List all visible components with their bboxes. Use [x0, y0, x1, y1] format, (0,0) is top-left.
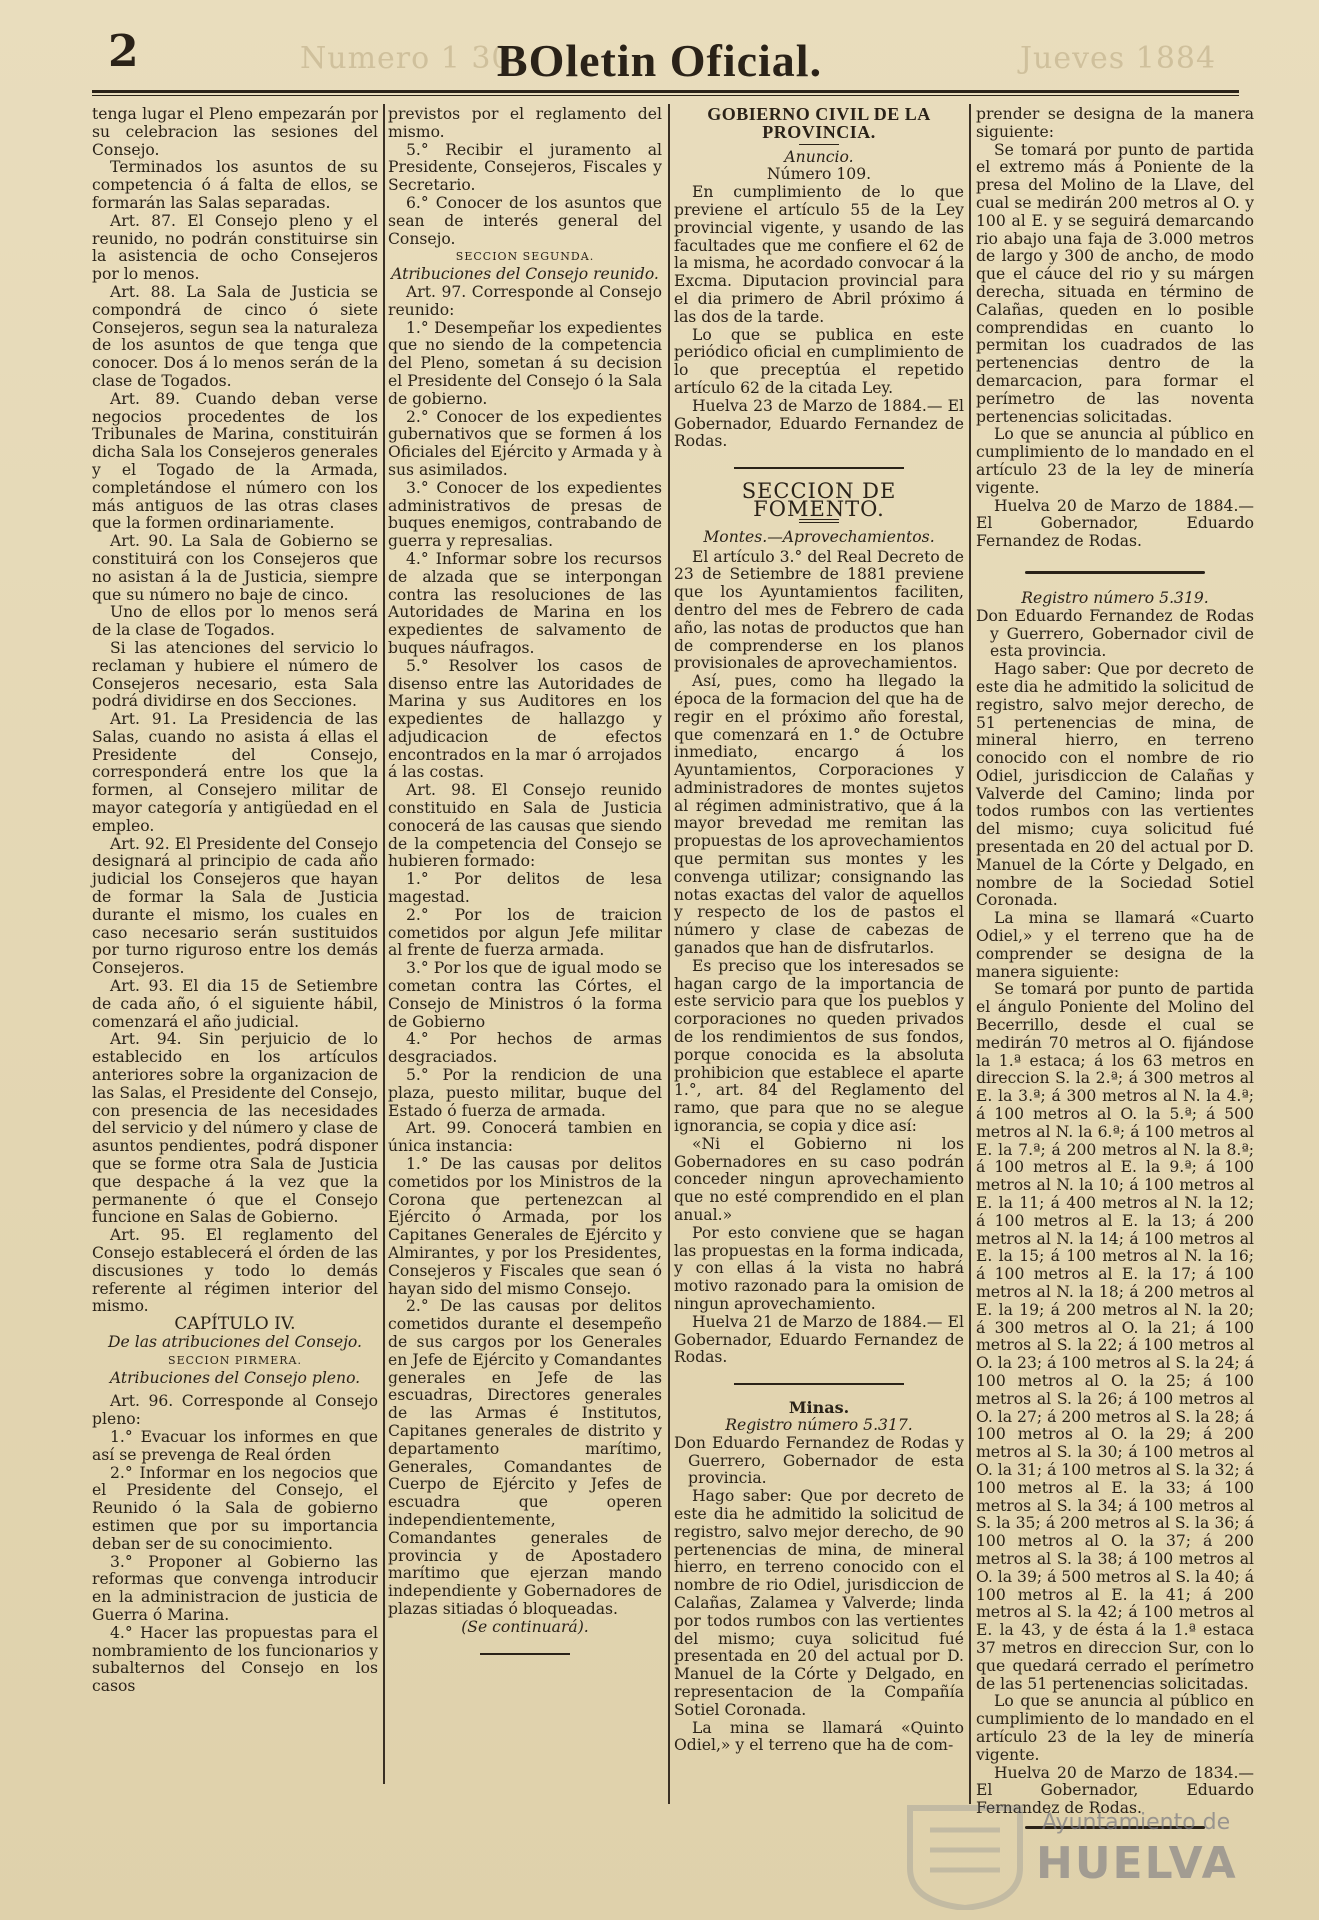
- list-item: 3.° Proponer al Gobierno las reformas que convenga introducir en la administracion de justicia de Guerra ó Marina.: [92, 1552, 378, 1624]
- paragraph: Lo que se anuncia al público en cumplimiento de lo mandado en el artículo 23 de la ley de minería vigente.: [976, 425, 1254, 497]
- list-item: 1.° Evacuar los informes en que así se prevenga de Real órden: [92, 1427, 378, 1464]
- bleed-through-text-left: Numero 1 30: [300, 41, 512, 76]
- paragraph: Así, pues, como ha llegado la época de la formacion del que ha de regir en el próximo año forestal, que comenzará en 1.° de Octubre inmediato, encargo á los Ayuntamientos, Corporaciones y administradores de montes sujetos al régimen administrativo, que á la mayor brevedad me remitan las propuestas de los aprovechamientos que permitan sus montes y les convenga utilizar; consignando las notas exactas del valor de aquellos y respecto de los de pastos el número y clase de cabezas de ganados que han de disfrutarlos.: [674, 672, 964, 958]
- watermark-line-2: HUELVA: [1036, 1838, 1238, 1889]
- header-rule-thin: [92, 95, 1239, 96]
- subsection-heading: Montes.—Aprovechamientos.: [703, 527, 935, 546]
- article-90: Art. 90. La Sala de Gobierno se constituirá con los Consejeros que no asistan á la de Justicia, siempre que su número no baje de cinco.: [92, 532, 378, 604]
- paragraph: previstos por el reglamento del mismo.: [388, 105, 662, 141]
- list-item: 6.° Conocer de los asuntos que sean de interés general del Consejo.: [388, 193, 662, 248]
- paragraph: Lo que se publica en este periódico oficial en cumplimiento de lo que preceptúa el repetido artículo 62 de la citada Ley.: [674, 325, 964, 397]
- paragraph: Hago saber: Que por decreto de este dia he admitido la solicitud de registro, salvo mejor derecho, de 51 pertenencias de mina, de mineral hierro, en terreno conocido con el nombre de rio Odiel, jurisdiccion de Calañas y Valverde del Camino; linda por todos rumbos con las vertientes del mismo; cuya solicitud fué presentada en 20 del actual por D. Manuel de la Córte y Delgado, en nombre de la Sociedad Sotiel Coronada.: [976, 660, 1254, 910]
- separator-rule: [799, 144, 839, 145]
- list-item: 1.° Desempeñar los expedientes que no siendo de la competencia del Pleno, sometan á su decision el Presidente del Consejo ó la Sala de gobierno.: [388, 318, 662, 408]
- column-3: [674, 106, 964, 1755]
- paragraph: Se tomará por punto de partida el ángulo Poniente del Molino del Becerrillo, desde el cual se medirán 70 metros al O. fijándose la 1.ª estaca; á los 63 metros en direccion S. la 2.ª; á 300 metros al E. la 3.ª; á 300 metros al N. la 4.ª; á 100 metros al O. la 5.ª; á 500 metros al N. la 6.ª; á 100 metros al E. la 7.ª; á 200 metros al N. la 8.ª; á 100 metros al E. la 9.ª; á 100 metros al N. la 10; á 100 metros al E. la 11; á 400 metros al N. la 12; á 100 metros al E. la 13; á 200 metros al N. la 14; á 100 metros al E. la 15; á 100 metros al N. la 16; á 100 metros al E. la 17; á 100 metros al N. la 18; á 200 metros al E. la 19; á 200 metros al N. la 20; á 300 metros al O. la 21; á 100 metros al S. la 22; á 100 metros al O. la 23; á 100 metros al S. la 24; á 100 metros al O. la 25; á 100 metros al S. la 26; á 100 metros al O. la 27; á 200 metros al S. la 28; á 100 metros al O. la 29; á 200 metros al S. la 30; á 100 metros al O. la 31; á 100 metros al S. la 32; á 100 metros al E. la 33; á 100 metros al S. la 34; á 100 metros al S. la 35; á 200 metros al S. la 36; á 100 metros al O. la 37; á 200 metros al S. la 38; á 100 metros al O. la 39; á 500 metros al S. la 40; á 100 metros al E. la 41; á 200 metros al S. la 42; á 100 metros al E. la 43, y de ésta á la 1.ª estaca 37 metros en direccion Sur, con lo que quedará cerrado el perímetro de las 51 pertenencias solicitadas.: [976, 980, 1255, 1693]
- paragraph: Lo que se anuncia al público en cumplimiento de lo mandado en el artículo 23 de la ley de minería vigente.: [976, 1692, 1254, 1764]
- article-91: Art. 91. La Presidencia de las Salas, cuando no asista á ellas el Presidente del Consejo, corresponderá entre los que la formen, al Consejero militar de mayor categoría y antigüedad en el empleo.: [92, 710, 378, 835]
- list-item: 3.° Por los que de igual modo se cometan contra las Córtes, el Consejo de Ministros ó la forma de Gobierno: [388, 959, 662, 1031]
- column-1: [92, 106, 378, 1696]
- signature: Huelva 20 de Marzo de 1834.— El Gobernador, Eduardo Fernandez de Rodas.: [976, 1763, 1254, 1818]
- notice-label: Anuncio.: [784, 147, 854, 166]
- section-subheading: Atribuciones del Consejo pleno.: [109, 1368, 361, 1387]
- list-item: 2.° Conocer de los expedientes gubernativos que se formen á los Oficiales del Ejército y Armada y à sus asimilados.: [388, 407, 662, 479]
- list-item: 3.° Conocer de los expedientes administrativos de presas de buques enemigos, contrabando de guerra y represalias.: [388, 478, 662, 551]
- article-94: Art. 94. Sin perjuicio de lo establecido en los artículos anteriores sobre la organizacion de las Salas, el Presidente del Consejo, con presencia de las necesidades del servicio y del número y clase de asuntos pendientes, podrá disponer que se forme otra Sala de Justicia que despache á la vez que la permanente ó que el Consejo funcione en Salas de Gobierno.: [92, 1030, 378, 1227]
- separator-rule: [480, 1653, 570, 1655]
- list-item: 2.° De las causas por delitos cometidos durante el desempeño de sus cargos por los Generales en Jefe de Ejército y Comandantes generales en Jefe de las escuadras, Directores generales de las Armas é Institutos, Capitanes generales de distrito y departamento marítimo, Generales, Comandantes de Cuerpo de Ejército y Jefes de escuadra que operen independientemente, Comandantes generales de provincia y de Apostadero marítimo que ejerzan mando independiente y Gobernadores de plazas sitiadas ó bloqueadas.: [388, 1297, 662, 1618]
- list-item: 4.° Por hechos de armas desgraciados.: [388, 1030, 662, 1067]
- list-item: 4.° Hacer las propuestas para el nombramiento de los funcionarios y subalternos del Consejo en los casos: [92, 1623, 378, 1696]
- paragraph: En cumplimiento de lo que previene el artículo 55 de la Ley provincial vigente, y usando de las facultades que me confiere el 62 de la misma, he acordado convocar á la Excma. Diputacion provincial para el dia primero de Abril próximo á las dos de la tarde.: [674, 183, 964, 326]
- watermark-line-1: Ayuntamiento de: [1042, 1810, 1231, 1835]
- quotation: «Ni el Gobierno ni los Gobernadores en su caso podrán conceder ningun aprovechamiento que no esté comprendido en el plan anual.»: [674, 1134, 964, 1225]
- article-88: Art. 88. La Sala de Justicia se compondrá de cinco ó siete Consejeros, segun sea la naturaleza de los asuntos de que tenga que conocer. Dos á lo menos serán de la clase de Togados.: [92, 282, 378, 390]
- registry-number: Registro número 5.317.: [725, 1415, 913, 1434]
- list-item: 5.° Resolver los casos de disenso entre las Autoridades de Marina y sus Auditores en los expedientes de hallazgo y adjudicacion de efectos encontrados en la mar ó arrojados á las costas.: [388, 656, 662, 782]
- article-89: Art. 89. Cuando deban verse negocios procedentes de los Tribunales de Marina, constituirán dicha Sala los Consejeros generales y el Togado de la Armada, completándose el número con los más antiguos de las otras clases que la formen ordinariamente.: [92, 389, 378, 533]
- article-87: Art. 87. El Consejo pleno y el reunido, no podrán constituirse sin la asistencia de ocho Consejeros por lo menos.: [92, 211, 378, 284]
- separator-rule: [734, 467, 904, 469]
- paragraph: Por esto conviene que se hagan las propuestas en la forma indicada, y con ellas á la vista no habrá motivo razonado para la omision de ningun aprovechamiento.: [674, 1223, 964, 1313]
- paragraph: Uno de ellos por lo menos será de la clase de Togados.: [92, 603, 378, 640]
- list-item: 4.° Informar sobre los recursos de alzada que se interpongan contra las resoluciones de las Autoridades de Marina en los expedientes de salvamento de buques náufragos.: [388, 549, 662, 657]
- list-item: 5.° Por la rendicion de una plaza, puesto militar, buque del Estado ó fuerza de armada.: [388, 1066, 662, 1120]
- section-heading: SECCION PIRMERA.: [168, 1353, 302, 1367]
- masthead: [0, 0, 1319, 96]
- list-item: 5.° Recibir el juramento al Presidente, Consejeros, Fiscales y Secretario.: [388, 140, 662, 195]
- registry-number: Registro número 5.319.: [1021, 588, 1209, 607]
- paragraph: prender se designa de la manera siguiente:: [976, 105, 1254, 141]
- separator-rule: [734, 1383, 904, 1385]
- separator-rule: [1025, 571, 1205, 574]
- list-item: 2.° Por los de traicion cometidos por algun Jefe militar al frente de fuerza armada.: [388, 905, 662, 960]
- paragraph: Hago saber: Que por decreto de este dia he admitido la solicitud de registro, salvo mejor derecho, de 90 pertenencias de mina, de mineral hierro, en terreno conocido con el nombre de rio Odiel, jurisdiccion de Calañas, Zalamea y Valverde; linda por todos rumbos con las vertientes del mismo; cuya solicitud fué presentada en 20 del actual por D. Manuel de la Córte y Delgado, en representacion de la Compañía Sotiel Coronada.: [674, 1487, 964, 1719]
- section-heading: SECCION DE FOMENTO.: [741, 479, 897, 521]
- chapter-heading: CAPÍTULO IV.: [174, 1314, 296, 1335]
- article-92: Art. 92. El Presidente del Consejo designará al principio de cada año judicial los Consejeros que hayan de formar la Sala de Justicia durante el mismo, los cuales en caso necesario serán sustituidos por turno riguroso entre los demás Consejeros.: [92, 834, 378, 978]
- section-subheading: Atribuciones del Consejo reunido.: [391, 265, 659, 284]
- paragraph: Terminados los asuntos de su competencia ó á falta de ellos, se formarán las Salas separadas.: [92, 158, 378, 212]
- section-heading: SECCION SEGUNDA.: [455, 250, 595, 264]
- signature: Huelva 21 de Marzo de 1884.— El Gobernador, Eduardo Fernandez de Rodas.: [674, 1312, 964, 1367]
- article-93: Art. 93. El dia 15 de Setiembre de cada año, ó el siguiente hábil, comenzará el año judicial.: [92, 977, 378, 1031]
- newspaper-title: BOletin Oficial.: [496, 35, 823, 86]
- list-item: 1.° Por delitos de lesa magestad.: [388, 870, 662, 907]
- paragraph: La mina se llamará «Cuarto Odiel,» y el terreno que ha de comprender se designa de la manera siguiente:: [976, 909, 1254, 981]
- article-99: Art. 99. Conocerá tambien en única instancia:: [388, 1119, 662, 1156]
- paragraph: tenga lugar el Pleno empezarán por su celebracion las sesiones del Consejo.: [92, 105, 378, 159]
- paragraph: Es preciso que los interesados se hagan cargo de la importancia de este servicio para que los pueblos y corporaciones no queden privados de los rendimientos de sus fondos, porque conocida es la absoluta prohibicion que establece el aparte 1.°, art. 84 del Reglamento del ramo, que para que no se alegue ignorancia, se copia y dice así:: [674, 956, 964, 1136]
- signature: Huelva 23 de Marzo de 1884.— El Gobernador, Eduardo Fernandez de Rodas.: [674, 396, 964, 451]
- article-96: Art. 96. Corresponde al Consejo pleno:: [92, 1392, 378, 1429]
- header-rule: [92, 90, 1239, 93]
- paragraph: Don Eduardo Fernandez de Rodas y Guerrero, Gobernador civil de esta provincia.: [976, 606, 1254, 661]
- page-number: 2: [108, 26, 139, 77]
- column-divider: [668, 104, 670, 1804]
- paragraph: El artículo 3.° del Real Decreto de 23 de Setiembre de 1881 previene que los Ayuntamientos faciliten, dentro del mes de Febrero de cada año, las notas de productos que han de comprenderse en los planos provisionales de aprovechamientos.: [674, 547, 964, 673]
- column-2: [388, 106, 662, 1669]
- paragraph: Don Eduardo Fernandez de Rodas y Guerrero, Gobernador de esta provincia.: [674, 1433, 964, 1488]
- section-heading: Minas.: [788, 1398, 850, 1418]
- bleed-through-text-right: Jueves 1884: [1020, 41, 1217, 76]
- article-98: Art. 98. El Consejo reunido constituido en Sala de Justicia conocerá de las causas que siendo de la competencia del Consejo se hubieren formado:: [388, 781, 662, 871]
- signature: Huelva 20 de Marzo de 1884.— El Gobernador, Eduardo Fernandez de Rodas.: [976, 496, 1254, 551]
- paragraph: La mina se llamará «Quinto Odiel,» y el terreno que ha de com-: [674, 1718, 964, 1755]
- column-4: [976, 106, 1254, 1845]
- column-divider: [969, 104, 971, 1804]
- chapter-subheading: De las atribuciones del Consejo.: [108, 1332, 362, 1351]
- notice-number: Número 109.: [766, 165, 872, 184]
- paragraph: Si las atenciones del servicio lo reclaman y hubiere el número de Consejeros necesario, esta Sala podrá dividirse en dos Secciones.: [92, 638, 378, 711]
- list-item: 2.° Informar en los negocios que el Presidente del Consejo, el Reunido ó la Sala de gobierno estimen que por su importancia deban ser de su conocimiento.: [92, 1463, 378, 1553]
- continued-note: (Se continuará).: [461, 1617, 589, 1636]
- paragraph: Se tomará por punto de partida el extremo más á Poniente de la presa del Molino de la Llave, del cual se medirán 200 metros al O. y 100 al E. y se seguirá demarcando rio abajo una faja de 3.000 metros de largo y 300 de ancho, de modo que el cáuce del rio y su márgen derecha, situada en término de Calañas, queden en lo posible comprendidas en cuanto lo permitan los cuadrados de las pertenencias dentro de la demarcacion, para formar el perímetro de las noventa pertenencias solicitadas.: [976, 140, 1254, 426]
- column-divider: [383, 104, 385, 1784]
- article-97: Art. 97. Corresponde al Consejo reunido:: [388, 282, 662, 319]
- article-95: Art. 95. El reglamento del Consejo establecerá el órden de las discusiones y todo lo demás referente al régimen interior del mismo.: [92, 1226, 378, 1316]
- government-heading: GOBIERNO CIVIL DE LA PROVINCIA.: [707, 104, 931, 142]
- list-item: 1.° De las causas por delitos cometidos por los Ministros de la Corona que pertenezcan al Ejército ó Armada, por los Capitanes Generales de Ejército y Almirantes, y por los Presidentes, Consejeros y Fiscales que sean ó hayan sido del mismo Consejo.: [388, 1155, 662, 1298]
